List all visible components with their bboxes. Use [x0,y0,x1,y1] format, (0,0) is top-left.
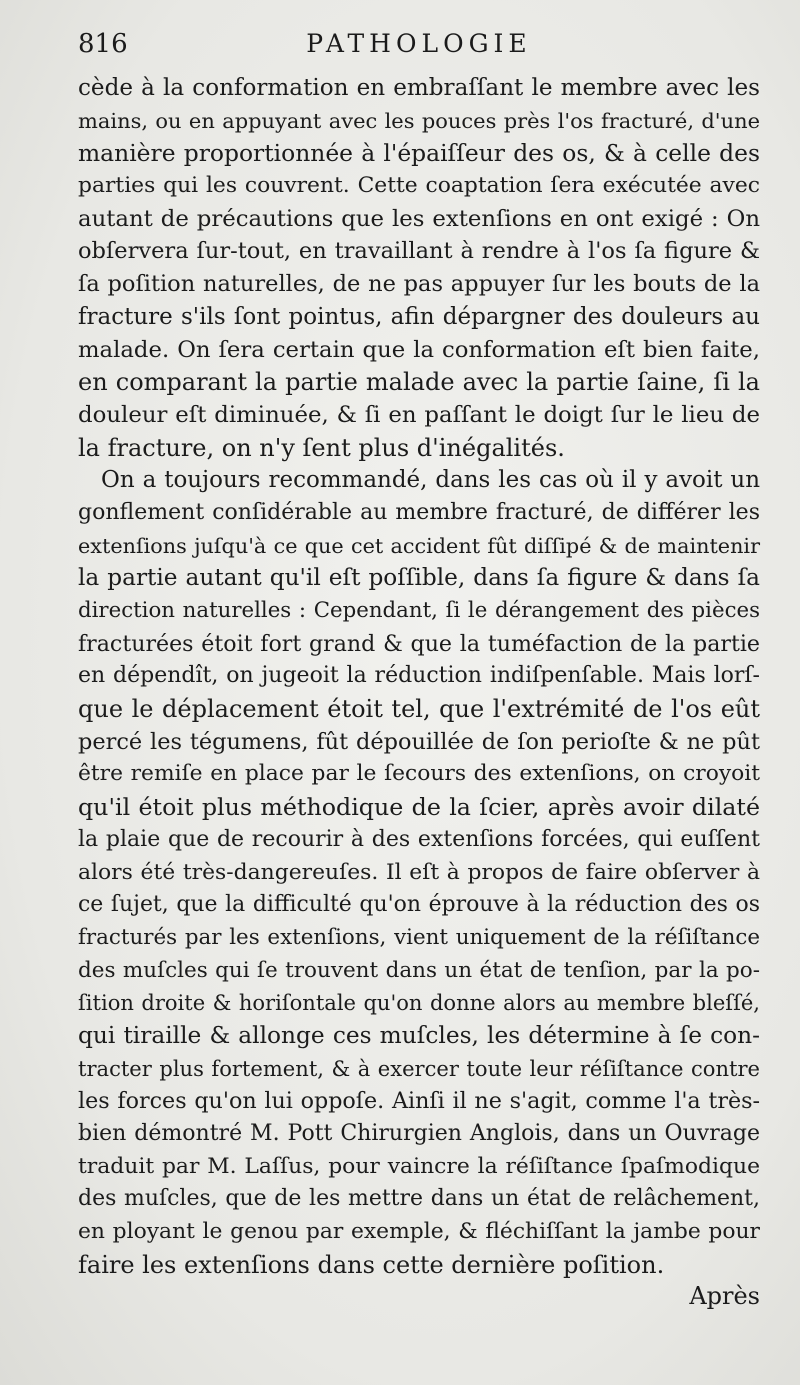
text-line: fracture s'ils ſont pointus, afin dépargner des douleurs au [78,303,760,330]
text-line: en ployant le genou par exemple, & fléchiſſant la jambe pour [78,1219,760,1245]
text-line: On a toujours recommandé, dans les cas où il y avoit un [101,467,760,494]
running-title: PATHOLOGIE [306,29,532,58]
page-header [78,26,760,62]
text-line: la fracture, on n'y ſent plus d'inégalités. [78,433,565,462]
text-line: percé les tégumens, fût dépouillée de ſon perioſte & ne pût [78,728,760,755]
text-line: gonflement conſidérable au membre fracturé, de différer les [78,499,760,525]
text-line: être remiſe en place par le ſecours des extenſions, on croyoit [78,761,760,787]
text-line: autant de précautions que les extenſions en ont exigé : On [78,205,760,232]
text-line: ſa poſition naturelles, de ne pas appuyer ſur les bouts de la [78,271,760,298]
text-line: la partie autant qu'il eſt poſſible, dans ſa figure & dans ſa [78,564,760,592]
text-line: alors été très-dangereuſes. Il eſt à propos de faire obſerver à [78,859,760,885]
text-line: la plaie que de recourir à des extenſions forcées, qui euſſent [78,826,760,852]
text-line: des muſcles, que de les mettre dans un état de relâchement, [78,1186,760,1212]
text-line: parties qui les couvrent. Cette coaptation ſera exécutée avec [78,173,760,199]
text-line: des muſcles qui ſe trouvent dans un état de tenſion, par la po- [78,957,760,983]
page-number: 816 [78,29,128,59]
text-line: qui tiraille & allonge ces muſcles, les détermine à ſe con- [78,1021,760,1049]
text-line: bien démontré M. Pott Chirurgien Anglois, dans un Ouvrage [78,1121,760,1146]
text-line: fracturés par les extenſions, vient uniquement de la réſiſtance [78,924,760,950]
text-line: extenſions juſqu'à ce que cet accident fût diſſipé & de maintenir [78,533,760,558]
text-line: en comparant la partie malade avec la partie ſaine, ſi la [78,368,760,397]
text-line: faire les extenſions dans cette dernière poſition. [78,1250,665,1279]
text-line: tracter plus fortement, & à exercer toute leur réſiſtance contre [78,1055,760,1081]
text-line: obſervera ſur-tout, en travaillant à rendre à l'os ſa figure & [78,238,760,265]
paragraph-1 [78,72,760,464]
text-line: ſition droite & horiſontale qu'on donne alors au membre bleſſé, [78,990,760,1016]
text-line: les forces qu'on lui oppoſe. Ainſi il ne s'agit, comme l'a très- [78,1088,760,1115]
catchword: Après [689,1282,760,1310]
text-line: cède à la conformation en embraſſant le membre avec les [78,75,760,101]
body-text [78,72,760,1281]
text-line: malade. On ſera certain que la conformation eſt bien faite, [78,336,760,363]
text-line: mains, ou en appuyant avec les pouces près l'os fracturé, d'une [78,108,760,133]
text-line: direction naturelles : Cependant, ſi le dérangement des pièces [78,598,760,623]
text-line: traduit par M. Laſſus, pour vaincre la réſiſtance ſpaſmodique [78,1153,760,1179]
text-line: en dépendît, on jugeoit la réduction indiſpenſable. Mais lorſ- [78,663,760,689]
text-line: qu'il étoit plus méthodique de la ſcier, après avoir dilaté [78,793,760,822]
text-line: que le déplacement étoit tel, que l'extrémité de l'os eût [78,695,760,724]
text-line: fracturées étoit fort grand & que la tuméfaction de la partie [78,630,760,657]
paragraph-2 [78,464,760,1281]
text-line: ce ſujet, que la difficulté qu'on éprouve à la réduction des os [78,892,760,918]
text-line: douleur eſt diminuée, & ſi en paſſant le doigt ſur le lieu de [78,401,760,428]
text-line: manière proportionnée à l'épaiſſeur des os, & à celle des [78,139,760,168]
